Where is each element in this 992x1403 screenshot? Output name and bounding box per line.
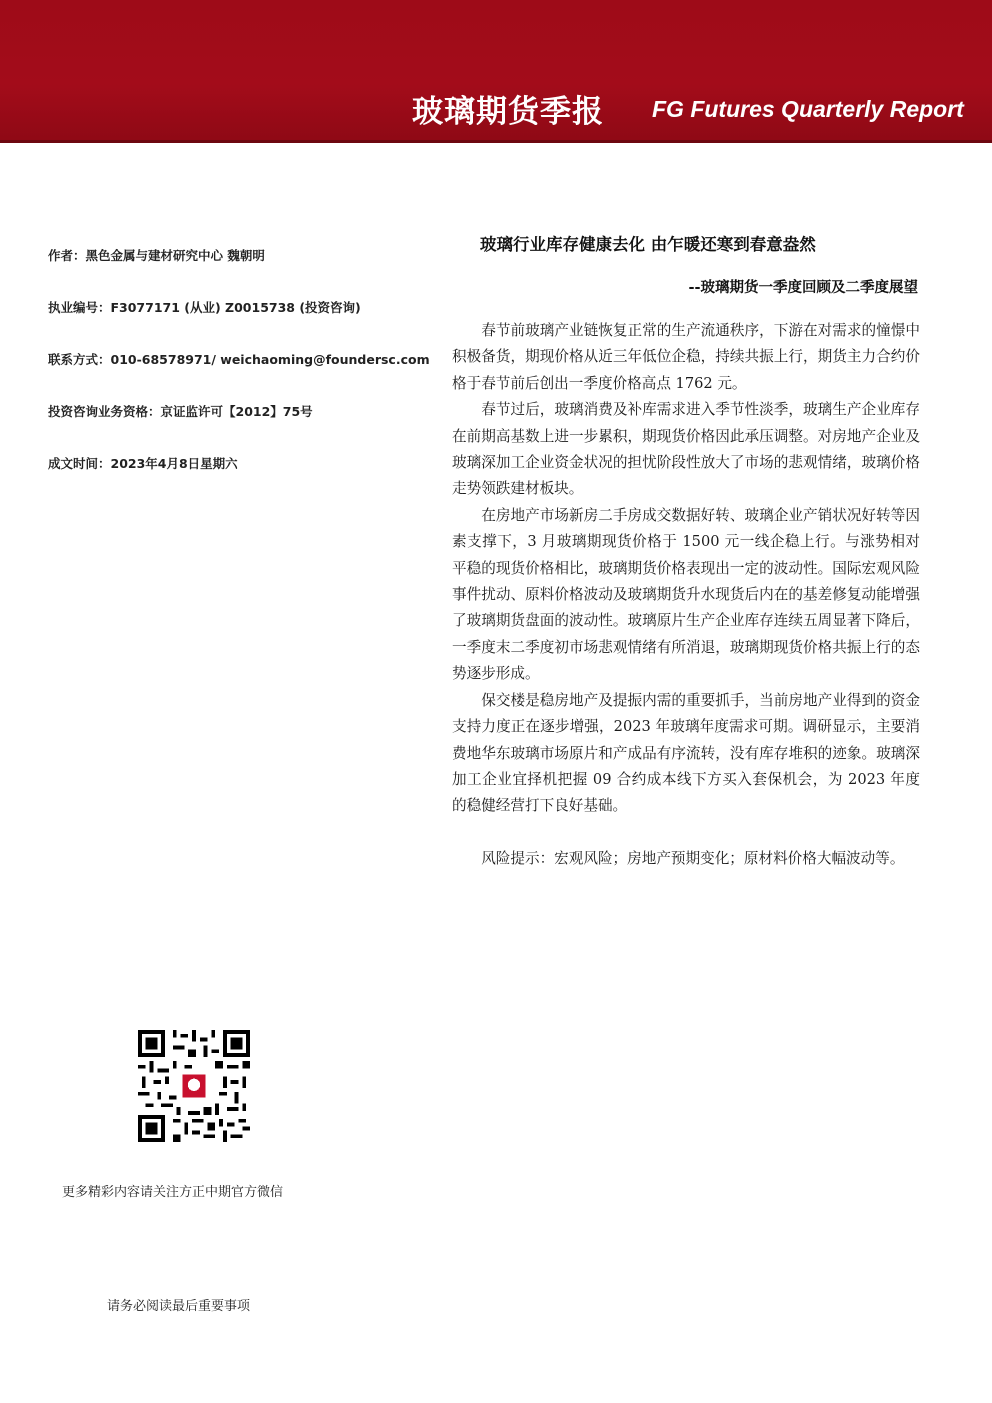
paragraph: 春节前玻璃产业链恢复正常的生产流通秩序，下游在对需求的憧憬中积极备货，期现价格从近三年低位企稳，持续共振上行，期货主力合约价格于春节前后创出一季度价格高点 1762 元。 (452, 322, 920, 392)
contact-line: 联系方式：010-68578971/ weichaoming@foundersc.com (48, 352, 430, 367)
article-title: 玻璃行业库存健康去化 由乍暖还寒到春意盎然 (480, 235, 816, 254)
paragraph: 在房地产市场新房二手房成交数据好转、玻璃企业产销状况好转等因素支撑下，3 月玻璃期现货价格于 1500 元一线企稳上行。与涨势相对平稳的现货价格相比，玻璃期货价格表现出一定的波动性。国际宏观风险事件扰动、原料价格波动及玻璃期货升水现货后内在的基差修复动能增强了玻璃期货盘面的波动性。玻璃原片生产企业库存连续五周显著下降后，一季度末二季度初市场悲观情绪有所消退，玻璃期现货价格共振上行的态势逐步形成。 (452, 506, 920, 683)
article-body (452, 318, 920, 872)
report-title-en: FG Futures Quarterly Report (652, 96, 964, 122)
qualification-line: 投资咨询业务资格：京证监许可【2012】75号 (48, 404, 313, 419)
qr-code-icon[interactable] (138, 1030, 250, 1142)
author-line: 作者：黑色金属与建材研究中心 魏朝明 (48, 248, 265, 263)
article-subtitle: --玻璃期货一季度回顾及二季度展望 (688, 280, 918, 296)
header-banner (0, 0, 992, 143)
paragraph: 春节过后，玻璃消费及补库需求进入季节性淡季，玻璃生产企业库存在前期高基数上进一步累积，期现货价格因此承压调整。对房地产企业及玻璃深加工企业资金状况的担忧阶段性放大了市场的悲观情绪，玻璃价格走势领跌建材板块。 (452, 401, 920, 498)
report-title-cn: 玻璃期货季报 (412, 94, 604, 130)
footer-note: 请务必阅读最后重要事项 (107, 1299, 251, 1314)
license-line: 执业编号：F3077171 (从业) Z0015738 (投资咨询) (48, 300, 361, 315)
risk-note: 风险提示：宏观风险；房地产预期变化；原材料价格大幅波动等。 (481, 849, 905, 867)
paragraph: 保交楼是稳房地产及提振内需的重要抓手，当前房地产业得到的资金支持力度正在逐步增强，2023 年玻璃年度需求可期。调研显示，主要消费地华东玻璃市场原片和产成品有序流转，没有库存堆积的迹象。玻璃深加工企业宜择机把握 09 合约成本线下方买入套保机会，为 2023 年度的稳健经营打下良好基础。 (452, 691, 920, 815)
qr-caption: 更多精彩内容请关注方正中期官方微信 (62, 1185, 284, 1200)
date-line: 成文时间：2023年4月8日星期六 (48, 456, 238, 471)
